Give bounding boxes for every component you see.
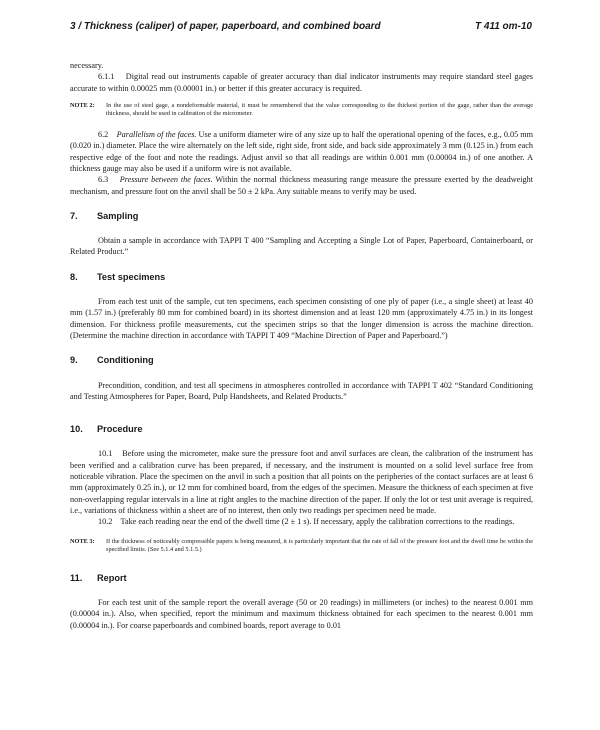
continued-text: necessary.: [70, 61, 104, 70]
section-number: 9.: [70, 355, 78, 366]
section-text-conditioning: Precondition, condition, and test all specimens in atmospheres controlled in accordance with TAPPI T 402 “Standard Conditioning and Testing Atmospheres for Paper, Board, Pulp Handsheets, and Related Products.”: [70, 380, 533, 401]
paragraph-6-1-1: 6.1.1 Digital read out instruments capable of greater accuracy than dial indicator instruments may require standard steel gages accurate to within 0.00025 mm (0.00001 in.) or better if this greater accuracy is required.: [70, 72, 533, 93]
section-number: 8.: [70, 271, 78, 282]
section-heading-sampling: [70, 211, 533, 222]
paragraph-number: 6.2: [98, 130, 117, 140]
note-label: NOTE 3:: [70, 537, 95, 545]
section-title: Report: [97, 572, 127, 583]
page-body: [70, 60, 533, 631]
running-title: 3 / Thickness (caliper) of paper, paperboard, and combined board: [70, 21, 381, 32]
note-label: NOTE 2:: [70, 101, 95, 109]
section-heading-procedure: [70, 424, 533, 435]
note-2: [70, 102, 533, 119]
section-heading-test-specimens: [70, 272, 533, 283]
section-title: Test specimens: [97, 271, 166, 282]
paragraph-text: Use a uniform diameter wire of any size up to half the operational opening of the faces, e.g., 0.05 mm (0.020 in.) diameter. Place the wire alternately on the left side, right side, front side, and back side approximately 3 mm (0.125 in.) from each respective edge of the foot and note the readings. Adjust anvil so that all readings are within 0.001 mm (0.00004 in.) of one another. A thickness gauge may also be used if a uniform wire is not available.: [70, 130, 534, 173]
paragraph-6-3: [70, 174, 533, 197]
section-number: 7.: [70, 210, 78, 221]
section-text-report: For each test unit of the sample report the overall average (50 or 20 readings) in millimeters (or inches) to the nearest 0.001 mm (0.00004 in.). Also, when specified, report the minimum and maximum thickness obtained for each specimen to the nearest 0.001 mm (0.00004 in.). For coarse paperboards and combined boards, report average to 0.01: [70, 597, 533, 630]
section-text-sampling: Obtain a sample in accordance with TAPPI T 400 “Sampling and Accepting a Single Lot of Paper, Paperboard, Containerboard, or Related Product.”: [70, 236, 533, 257]
standard-number: T 411 om-10: [474, 21, 532, 32]
paragraph-text: Within the normal thickness measuring range measure the pressure exerted by the deadweight mechanism, and pressure foot on the anvil shall be 50 ± 2 kPa. Any suitable means to verify may be used.: [70, 175, 534, 196]
paragraph-10-1: 10.1 Before using the micrometer, make sure the pressure foot and anvil surfaces are clean, the calibration of the instrument has been verified and a calibration curve has been prepared, if necessary, and the instrument is mounted on a solid level surface free from noticeable vibration. Place the specimen on the anvil in such a position that all points on the peripheries of the contact surfaces are at least 6 mm (approximately 0.25 in.), or 12 mm for combined board, from the edges of the specimen. Measure the thickness of each specimen at five non-overlapping regular intervals in a line at right angles to the machine direction of the paper. If only the lot or test unit average is required, i.e., variations of thickness within a sheet are of no interest, then only two readings per specimen need be made.: [70, 449, 533, 515]
section-number: 11.: [70, 572, 83, 583]
paragraph-title: Parallelism of the faces.: [116, 130, 197, 140]
section-title: Procedure: [97, 424, 143, 435]
paragraph-10-2: 10.2 Take each reading near the end of the dwell time (2 ± 1 s). If necessary, apply the calibration corrections to the readings.: [98, 517, 515, 527]
note-text: If the thickness of noticeably compressible papers is being measured, it is particularly important that the rate of fall of the pressure foot and the dwell time be within the specified limits. (See 5.1.4 and 5.1.5.): [106, 537, 533, 554]
paragraph-6-2: [70, 129, 533, 174]
section-number: 10.: [70, 424, 83, 435]
page-header: [70, 21, 532, 32]
section-heading-report: [70, 573, 533, 584]
section-text-test-specimens: From each test unit of the sample, cut ten specimens, each specimen consisting of one ply of paper (i.e., a single sheet) at least 40 mm (1.57 in.) (preferably 80 mm for combined board) in its shortest dimension and at least 120 mm (approximately 4.75 in.) in its longest dimension. For thickness profile measurements, cut the specimen strips so that the longer dimension is across the machine direction. (Determine the machine direction in accordance with TAPPI T 409 “Machine Direction of Paper and Paperboard.”): [70, 297, 533, 340]
section-title: Sampling: [97, 210, 139, 221]
paragraph-title: Pressure between the faces.: [119, 175, 213, 185]
note-text: In the use of steel gage, a nondeformable material, it must be remembered that the value corresponding to the thickest portion of the gage, rather than the average thickness, should be used in calibration of the micrometer.: [106, 101, 533, 118]
section-heading-conditioning: [70, 355, 533, 366]
section-title: Conditioning: [97, 355, 154, 366]
note-3: [70, 538, 533, 555]
paragraph-number: 6.3: [98, 175, 120, 185]
